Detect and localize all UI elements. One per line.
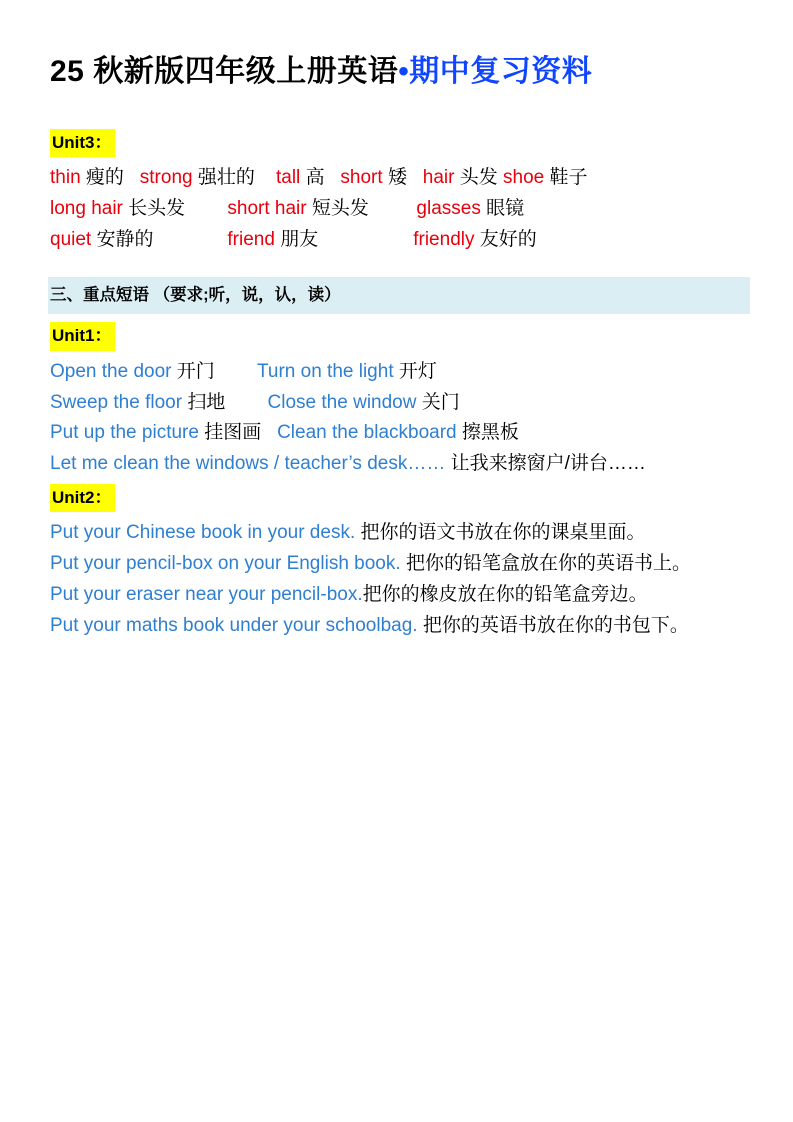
phrase-en: long hair xyxy=(50,197,129,219)
phrase-en: Put your pencil-box on your English book. xyxy=(50,553,406,575)
phrase-line xyxy=(50,449,745,480)
phrase-cn: 开灯 xyxy=(398,360,437,382)
phrase-en: Put your Chinese book in your desk. xyxy=(50,522,361,544)
phrase-cn: 擦黑板 xyxy=(461,422,519,444)
phrase-line xyxy=(50,611,745,642)
phrase-en: Close the window xyxy=(267,391,422,413)
phrase-cn: 鞋子 xyxy=(549,167,588,188)
vocab-line xyxy=(50,163,745,194)
phrase-en: Put your maths book under your schoolbag. xyxy=(50,614,423,636)
phrase-en: thin xyxy=(50,167,86,188)
phrase-cn: 短头发 xyxy=(311,197,417,219)
phrase-cn: 安静的 xyxy=(96,228,228,250)
phrase-cn: 头发 xyxy=(459,167,504,188)
phrase-cn: 高 xyxy=(305,167,341,188)
phrase-cn: 把你的英语书放在你的书包下。 xyxy=(422,614,689,636)
phrase-cn: 把你的铅笔盒放在你的英语书上。 xyxy=(405,553,691,575)
phrase-en: friend xyxy=(227,228,281,250)
unit3-label-wrap xyxy=(50,129,745,158)
phrase-line xyxy=(50,357,745,388)
phrase-cn: 矮 xyxy=(387,167,423,188)
phrase-en: quiet xyxy=(50,228,97,250)
page-title-black: 25 秋新版四年级上册英语 xyxy=(50,55,399,88)
phrase-en: friendly xyxy=(413,228,480,250)
phrase-cn: 扫地 xyxy=(187,391,268,413)
page-title xyxy=(50,52,745,93)
phrase-line xyxy=(50,549,745,580)
phrase-line xyxy=(50,418,745,449)
phrase-cn: 挂图画 xyxy=(204,422,278,444)
vocab-line xyxy=(50,194,745,225)
phrase-en: short hair xyxy=(227,197,312,219)
phrase-cn: 瘦的 xyxy=(85,167,140,188)
vocab-line xyxy=(50,225,745,256)
phrase-en: hair xyxy=(422,167,460,188)
phrase-cn: 长头发 xyxy=(128,197,228,219)
phrase-cn: 友好的 xyxy=(479,228,537,250)
phrase-en: Put up the picture xyxy=(50,422,205,444)
phrase-en: Clean the blackboard xyxy=(277,422,462,444)
phrase-cn: 朋友 xyxy=(280,228,414,250)
page-title-blue: •期中复习资料 xyxy=(398,55,593,88)
phrase-en: Sweep the floor xyxy=(50,391,188,413)
phrase-en: short xyxy=(340,167,388,188)
phrase-cn: 开门 xyxy=(176,360,257,382)
unit3-label: Unit3： xyxy=(50,129,115,158)
phrase-cn: 让我来擦窗户/讲台…… xyxy=(450,453,646,475)
phrase-en: strong xyxy=(139,167,198,188)
unit1-label: Unit1： xyxy=(50,322,115,351)
phrase-en: shoe xyxy=(503,167,550,188)
phrase-cn: 关门 xyxy=(421,391,460,413)
phrase-line xyxy=(50,388,745,419)
phrase-cn: 眼镜 xyxy=(486,197,525,219)
phrase-cn: 强壮的 xyxy=(197,167,276,188)
phrase-line xyxy=(50,580,745,611)
phrase-en: Open the door xyxy=(50,360,177,382)
phrase-cn: 把你的语文书放在你的课桌里面。 xyxy=(360,522,646,544)
unit2-label: Unit2： xyxy=(50,484,115,513)
section-banner-phrases: 三、重点短语 （要求;听，说，认，读） xyxy=(48,277,750,314)
phrase-en: glasses xyxy=(416,197,487,219)
phrase-cn: 把你的橡皮放在你的铅笔盒旁边。 xyxy=(362,583,648,605)
phrase-en: Let me clean the windows / teacher’s desk…… xyxy=(50,453,451,475)
unit1-label-wrap xyxy=(50,322,745,351)
phrase-line xyxy=(50,518,745,549)
unit2-label-wrap xyxy=(50,484,745,513)
phrase-en: Turn on the light xyxy=(257,360,399,382)
phrase-en: Put your eraser near your pencil-box. xyxy=(50,583,363,605)
phrase-en: tall xyxy=(275,167,306,188)
